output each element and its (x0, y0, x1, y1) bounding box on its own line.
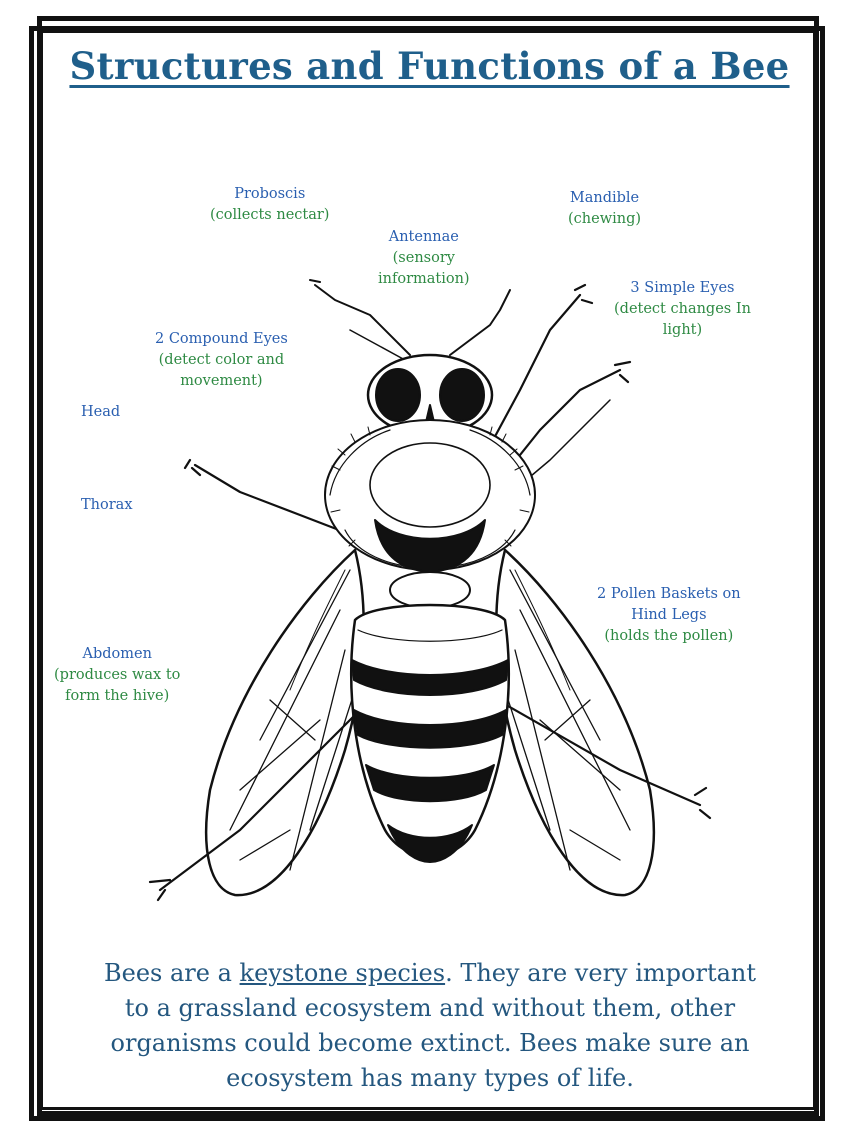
label-desc: light) (662, 322, 703, 338)
label-desc: (detect color and (158, 352, 285, 368)
label-desc: (detect changes In (614, 301, 751, 317)
label-name: Hind Legs (631, 607, 707, 623)
label-thorax (81, 495, 133, 516)
label-desc: (collects nectar) (210, 207, 330, 223)
label-desc: (chewing) (568, 211, 642, 227)
label-name: 3 Simple Eyes (630, 280, 735, 296)
label-desc: form the hive) (65, 688, 170, 704)
label-name: Thorax (81, 497, 133, 513)
label-name: 2 Pollen Baskets on (597, 586, 741, 602)
label-desc: (produces wax to (54, 667, 181, 683)
paragraph-text-end: . They are very important to a grassland ecosystem and without them, other organisms could become extinct. Bees make sure an ecosystem has many types of life. (110, 959, 756, 1092)
label-desc: information) (378, 271, 470, 287)
label-name: Abdomen (82, 646, 152, 662)
label-desc: (holds the pollen) (604, 628, 734, 644)
label-name: Antennae (388, 229, 459, 245)
label-name: Head (81, 404, 121, 420)
label-head (81, 402, 120, 423)
bee-illustration (140, 270, 720, 910)
label-desc: (sensory (392, 250, 455, 266)
page-title: Structures and Functions of a Bee (69, 44, 790, 88)
keystone-species-term: keystone species (239, 959, 446, 987)
label-name: Proboscis (234, 186, 306, 202)
description-paragraph (90, 956, 770, 1096)
label-mandible (568, 188, 641, 230)
label-proboscis (210, 184, 329, 226)
label-desc: movement) (180, 373, 263, 389)
label-name: 2 Compound Eyes (155, 331, 288, 347)
label-name: Mandible (569, 190, 640, 206)
paragraph-text-start: Bees are a (104, 959, 240, 987)
